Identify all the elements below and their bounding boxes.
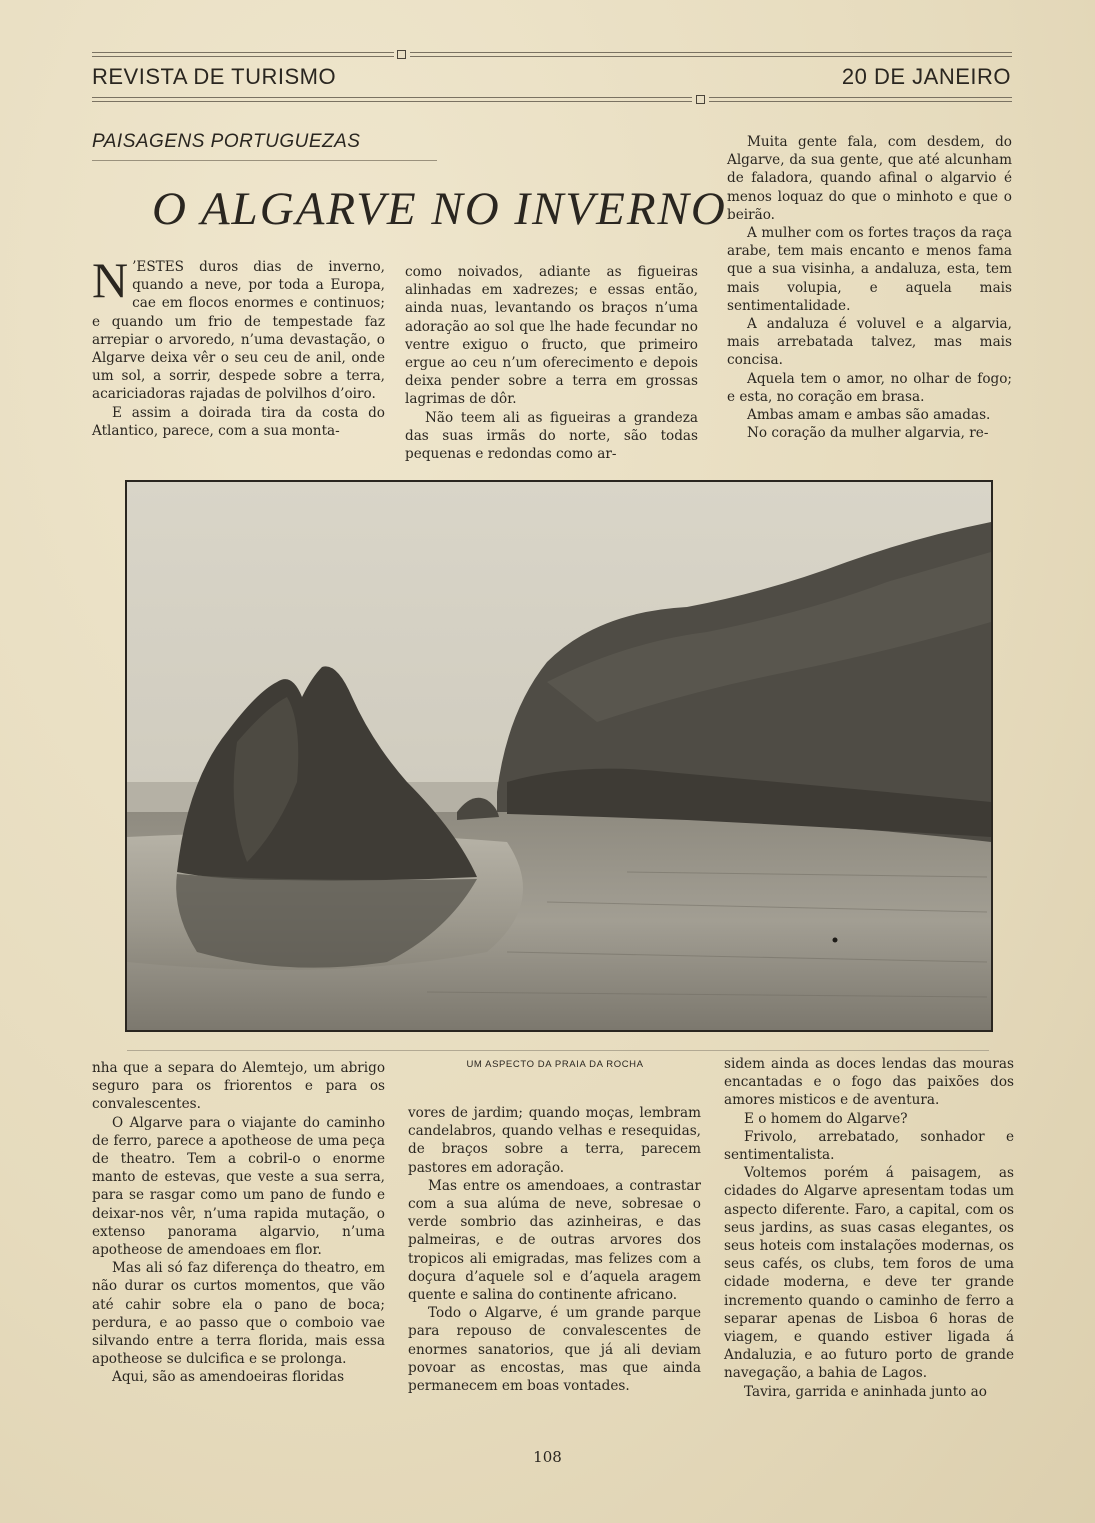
article-title: O ALGARVE NO INVERNO [152, 183, 727, 235]
header-rule-top-left [92, 52, 394, 57]
header-ornament-bottom [696, 95, 705, 104]
header-ornament-top [397, 50, 406, 59]
column-3-top [727, 133, 1012, 442]
caption-rule [127, 1050, 989, 1051]
running-title-left: REVISTA DE TURISMO [92, 64, 337, 89]
header-rule-top-right [410, 52, 1012, 57]
paragraph: Voltemos porém á paisagem, as cidades do Algarve apresentam todas um aspecto diferente. Faro, a capital, com os seus jardins, as suas casas elegantes, os seus hoteis com instalações modernas, os seus cafés, os clubs, tem foros de uma cidade moderna, e deve ter grande incremento quando o caminho de ferro a separar apenas de Lisboa 6 horas de viagem, e quando estiver ligada á Andaluzia, e ao futuro porto de grande navegação, a bahia de Lagos. [724, 1165, 1014, 1382]
column-1-top [92, 252, 385, 440]
paragraph: Tavira, garrida e aninhada junto ao [744, 1383, 987, 1400]
beach-photograph [125, 480, 993, 1032]
column-1-bottom [92, 1059, 385, 1387]
paragraph: Ambas amam e ambas são amadas. [747, 407, 991, 424]
paragraph: Não teem ali as figueiras a grandeza das suas irmãs do norte, são todas pequenas e redondas como ar- [405, 409, 698, 463]
paragraph: Aquela tem o amor, no olhar de fogo; e esta, no coração em brasa. [727, 370, 1012, 405]
paragraph: E o homem do Algarve? [744, 1110, 908, 1127]
running-title-right: 20 DE JANEIRO [841, 64, 1011, 89]
drop-cap: N [92, 252, 129, 308]
paragraph: Mas entre os amendoaes, a contrastar com a sua alúma de neve, sobresae o verde sombrio das azinheiras, e das palmeiras, e de outras arvores dos tropicos ali emigradas, mas felizes com a doçura d’aquele sol e d’aquela aragem quente e salina do continente africano. [408, 1177, 701, 1304]
column-3-bottom [724, 1055, 1014, 1401]
header-rule-bottom-left [92, 97, 692, 102]
praia-da-rocha-illustration [127, 482, 991, 1030]
header-rule-bottom-right [709, 97, 1012, 102]
paragraph: vores de jardim; quando moças, lembram candelabros, quando velhas e resequidas, de braços sobre a terra, parecem pastores em adoração. [408, 1105, 701, 1176]
column-2-top [405, 263, 698, 463]
paragraph: N ’ESTES duros dias de inverno, quando a neve, por toda a Europa, cae em flocos enormes e continuos; e quando um frio de tempestade faz arrepiar o arvoredo, n’uma devastação, o Algarve deixa vêr o seu ceu de anil, onde um sol, a sorrir, despede sobre a terra, acariciadoras rajadas de polvilhos d’oiro. [92, 252, 385, 403]
paragraph: nha que a separa do Alemtejo, um abrigo seguro para os friorentos e para os convalescentes. [92, 1060, 385, 1113]
photo-caption: UM ASPECTO DA PRAIA DA ROCHA [466, 1059, 644, 1070]
paragraph: como noivados, adiante as figueiras alinhadas em xadrezes; e essas então, ainda nuas, levantando os braços n’uma adoração ao sol que lhe hade fecundar no ventre exiguo o fructo, que primeiro ergue ao ceu n’um oferecimento e depois deixa pender sobre a terra em grossas lagrimas de dôr. [405, 264, 698, 408]
paragraph: O Algarve para o viajante do caminho de ferro, parece a apotheose de uma peça de theatro. Tem a cobril-o o enorme manto de estevas, que veste a sua serra, para se rasgar como um pano de fundo e deixar-nos vêr, n’uma rapida mutação, o extenso panorama algarvio, n’uma apotheose de amendoaes em flor. [92, 1114, 385, 1259]
paragraph: A mulher com os fortes traços da raça arabe, tem mais encanto e menos fama que a sua visinha, a andaluza, esta, tem mais volupia, e aquela mais sentimentalidade. [727, 225, 1012, 314]
page-number: 108 [533, 1448, 562, 1466]
section-title: PAISAGENS PORTUGUEZAS [92, 131, 361, 152]
paragraph: A andaluza é voluvel e a algarvia, mais arrebatada talvez, mas mais concisa. [727, 316, 1012, 369]
paragraph: Aqui, são as amendoeiras floridas [112, 1369, 345, 1386]
paragraph: Muita gente fala, com desdem, do Algarve, da sua gente, que até alcunham de faladora, quando afinal o algarvio é menos loquaz do que o minhoto e que o beirão. [727, 134, 1012, 223]
paragraph: Todo o Algarve, é um grande parque para repouso de convalescentes de enormes sanatorios, que já ali deviam povoar as encostas, mas que ainda permanecem em boas vontades. [408, 1305, 701, 1395]
column-2-bottom [408, 1104, 701, 1395]
paragraph: Frivolo, arrebatado, sonhador e sentimentalista. [724, 1128, 1014, 1164]
paragraph: sidem ainda as doces lendas das mouras encantadas e o fogo das paixões dos amores misticos e de aventura. [724, 1056, 1014, 1109]
paragraph: Mas ali só faz diferença do theatro, em não durar os curtos momentos, que vão até cahir sobre ela o pano de boca; perdura, e ao passo que o comboio vae silvando entre a terra florida, mais essa apotheose se dulcifica e se prolonga. [92, 1260, 385, 1368]
paragraph: E assim a doirada tira da costa do Atlantico, parece, com a sua monta- [92, 404, 385, 439]
section-underline [92, 160, 437, 161]
paragraph: No coração da mulher algarvia, re- [747, 425, 989, 442]
